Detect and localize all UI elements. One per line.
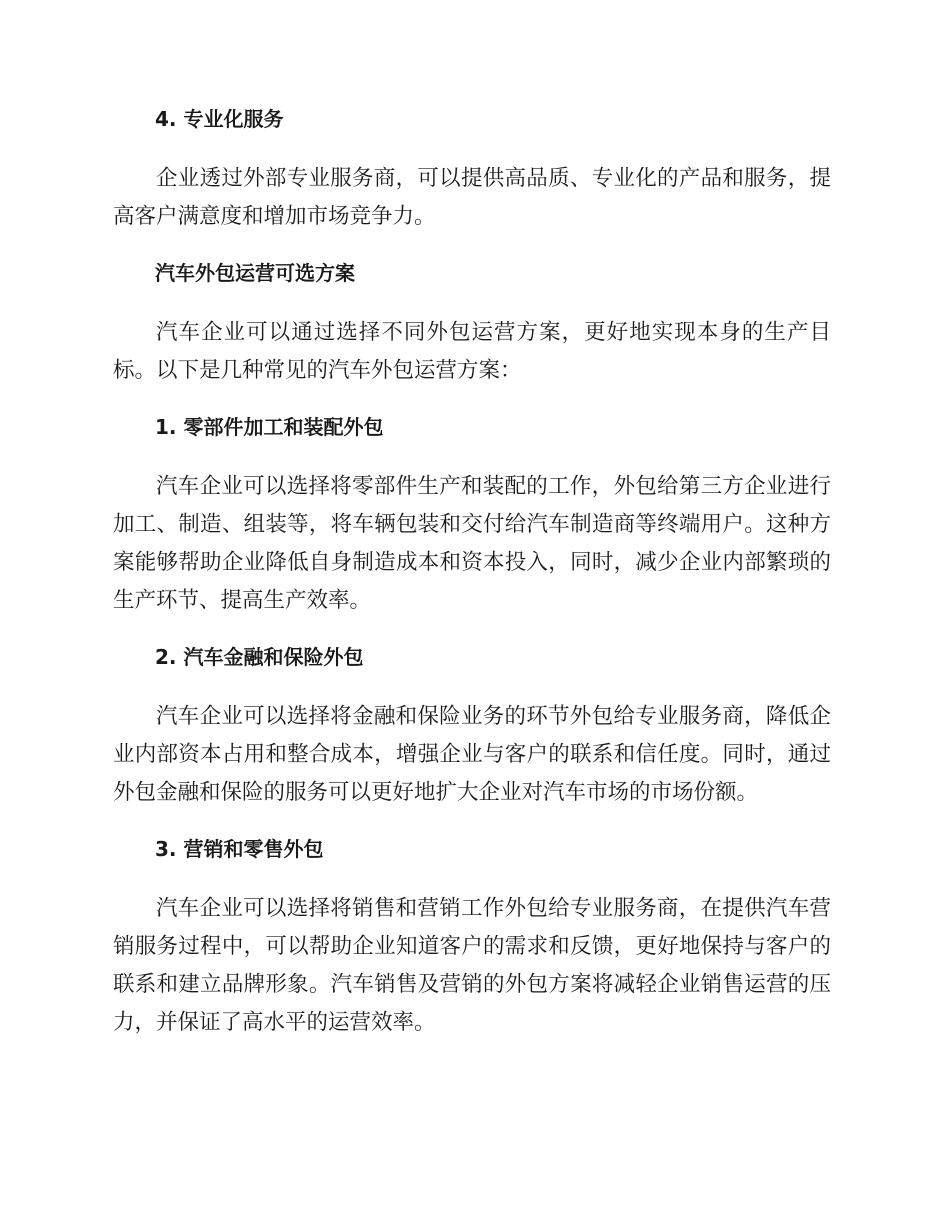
section-heading-outsourcing-options: 汽车外包运营可选方案	[155, 261, 355, 285]
section-heading-specialized-service: 4. 专业化服务	[155, 107, 284, 131]
section-body-finance-insurance: 汽车企业可以选择将金融和保险业务的环节外包给专业服务商，降低企业内部资本占用和整合成本，增强企业与客户的联系和信任度。同时，通过外包金融和保险的服务可以更好地扩大企业对汽车市场的市场份额。	[113, 704, 831, 805]
section-body-parts-assembly: 汽车企业可以选择将零部件生产和装配的工作，外包给第三方企业进行加工、制造、组装等，将车辆包装和交付给汽车制造商等终端用户。这种方案能够帮助企业降低自身制造成本和资本投入，同时，减少企业内部繁琐的生产环节、提高生产效率。	[113, 474, 831, 613]
section-body-specialized-service: 企业透过外部专业服务商，可以提供高品质、专业化的产品和服务，提高客户满意度和增加市场竞争力。	[113, 166, 831, 229]
section-heading-marketing-retail: 3. 营销和零售外包	[155, 837, 324, 861]
document-page	[113, 103, 831, 1042]
section-body-marketing-retail: 汽车企业可以选择将销售和营销工作外包给专业服务商，在提供汽车营销服务过程中，可以帮助企业知道客户的需求和反馈，更好地保持与客户的联系和建立品牌形象。汽车销售及营销的外包方案将减轻企业销售运营的压力，并保证了高水平的运营效率。	[113, 896, 831, 1035]
section-body-outsourcing-options: 汽车企业可以通过选择不同外包运营方案，更好地实现本身的生产目标。以下是几种常见的汽车外包运营方案：	[113, 320, 831, 383]
section-heading-parts-assembly: 1. 零部件加工和装配外包	[155, 415, 384, 439]
section-heading-finance-insurance: 2. 汽车金融和保险外包	[155, 645, 364, 669]
